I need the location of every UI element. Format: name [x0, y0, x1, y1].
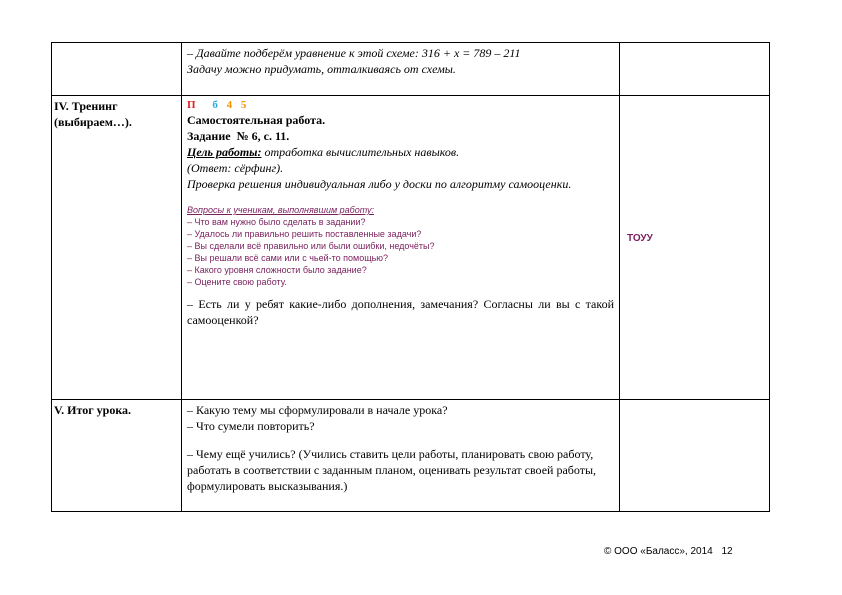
content-cell: [182, 400, 620, 512]
questions-header: Вопросы к ученикам, выполнявшим работу:: [187, 205, 375, 215]
page-footer: [604, 546, 739, 557]
work-title: Самостоятельная работа.: [187, 113, 326, 127]
question-item: – Удалось ли правильно решить поставленные задачи?: [187, 229, 422, 239]
mark-5: 5: [240, 99, 247, 111]
question-item: – Какого уровня сложности было задание?: [187, 265, 367, 275]
question-item: – Вы решали всё сами или с чьей-то помощью?: [187, 253, 389, 263]
task-line: [187, 128, 614, 144]
check-text: Проверка решения индивидуальная либо у доски по алгоритму самооценки.: [187, 177, 572, 191]
task-hint-line: Задачу можно придумать, отталкиваясь от схемы.: [187, 62, 456, 76]
notes-cell: [620, 96, 770, 400]
goal-line: [187, 144, 614, 160]
questions-block: [187, 204, 614, 288]
question-item: – Что вам нужно было сделать в задании?: [187, 217, 366, 227]
goal-label: Цель работы:: [187, 145, 262, 159]
notes-cell: [620, 43, 770, 96]
summary-question: – Чему ещё учились? (Учились ставить цели работы, планировать свою работу, работать в соответствии с заданным планом, оценивать результат своей работы, формулировать высказывания.): [187, 447, 597, 493]
task-label: Задание: [187, 129, 231, 143]
content-cell: [182, 96, 620, 400]
content-cell: [182, 43, 620, 96]
mark-4: 4: [226, 99, 233, 111]
notes-cell: [620, 400, 770, 512]
question-item: – Вы сделали всё правильно или были ошибки, недочёты?: [187, 241, 435, 251]
question-item: – Оцените свою работу.: [187, 277, 287, 287]
lesson-table: [51, 42, 770, 512]
stage-title: IV. Тренинг (выбираем…).: [54, 99, 132, 129]
mark-6: б: [212, 99, 218, 111]
summary-question: – Какую тему мы сформулировали в начале урока?: [187, 403, 448, 417]
answer-line: (Ответ: сёрфинг).: [187, 161, 284, 175]
table-row: [52, 43, 770, 96]
summary-question: – Что сумели повторить?: [187, 419, 315, 433]
table-row: [52, 400, 770, 512]
table-row: [52, 96, 770, 400]
stage-cell: [52, 96, 182, 400]
difficulty-marks: [187, 98, 614, 112]
stage-cell: [52, 43, 182, 96]
task-number: № 6, с. 11.: [236, 129, 290, 143]
page-number: 12: [721, 546, 733, 557]
stage-title: V. Итог урока.: [54, 403, 132, 417]
uud-badge: ТОУУ: [627, 233, 653, 244]
copyright: © ООО «Баласс», 2014: [604, 546, 713, 557]
mark-p: П: [187, 99, 196, 111]
scheme-line: – Давайте подберём уравнение к этой схеме: 316 + х = 789 – 211: [187, 46, 521, 60]
goal-text: отработка вычислительных навыков.: [261, 145, 460, 159]
stage-cell: [52, 400, 182, 512]
closing-question: – Есть ли у ребят какие-либо дополнения, замечания? Согласны ли вы с такой самооценкой?: [187, 297, 614, 327]
